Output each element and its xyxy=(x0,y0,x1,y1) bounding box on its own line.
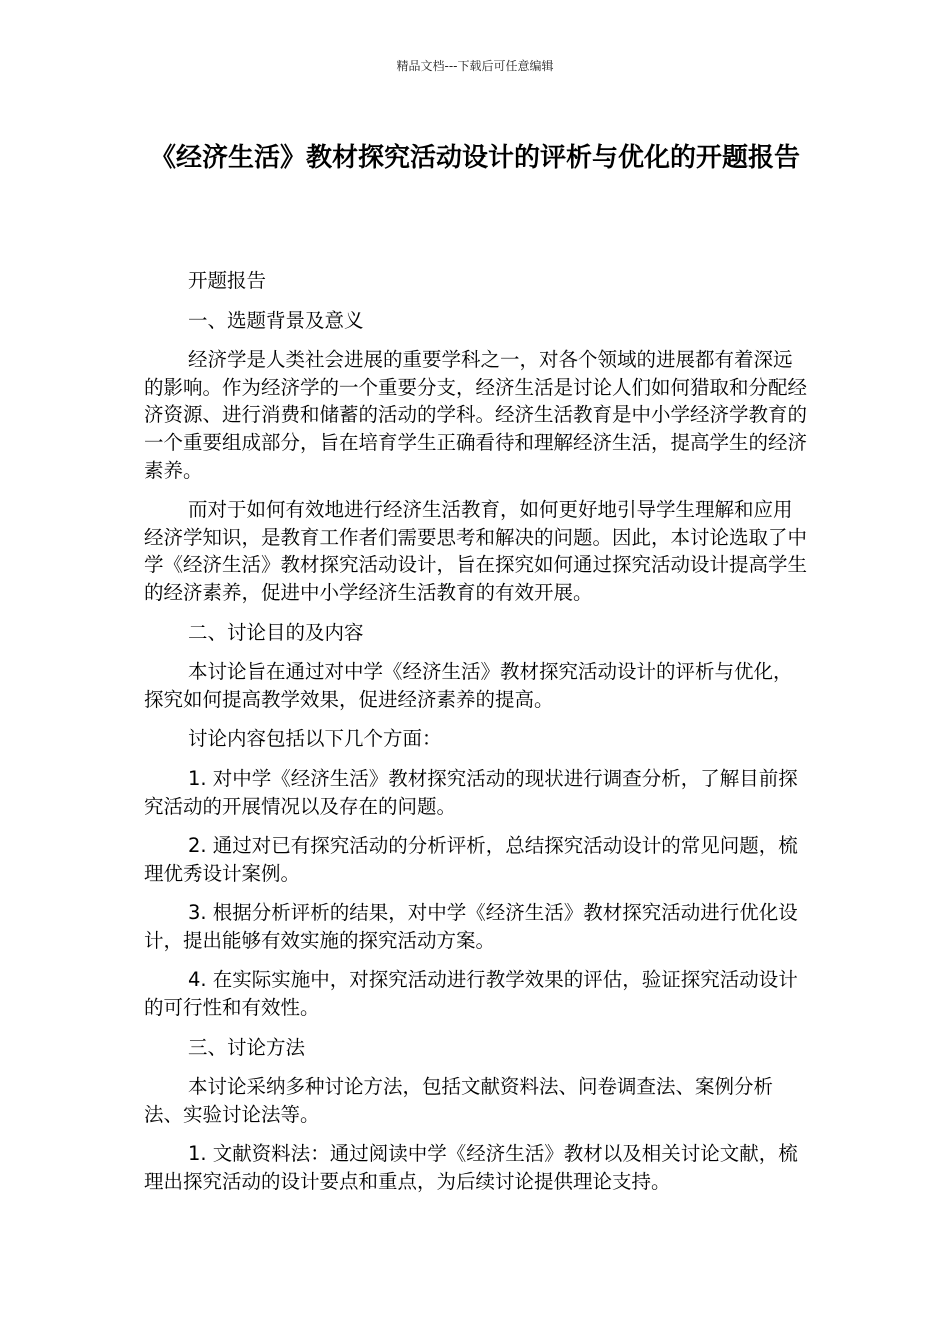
list-item-content-1: 1. 对中学《经济生活》教材探究活动的现状进行调查分析，了解目前探究活动的开展情况以及存在的问题。 xyxy=(144,766,798,818)
paragraph-methods: 本讨论采纳多种讨论方法，包括文献资料法、问卷调查法、案例分析法、实验讨论法等。 xyxy=(144,1075,774,1126)
paragraph-background-2: 而对于如何有效地进行经济生活教育，如何更好地引导学生理解和应用经济学知识，是教育工作者们需要思考和解决的问题。因此，本讨论选取了中学《经济生活》教材探究活动设计，旨在探究如何通过探究活动设计提高学生的经济素养，促进中小学经济生活教育的有效开展。 xyxy=(144,498,808,604)
paragraph-purpose: 本讨论旨在通过对中学《经济生活》教材探究活动设计的评析与优化，探究如何提高教学效果，促进经济素养的提高。 xyxy=(144,660,793,711)
document-body xyxy=(144,267,808,1208)
section-heading-background: 一、选题背景及意义 xyxy=(188,308,364,332)
document-title: 《经济生活》教材探究活动设计的评析与优化的开题报告 xyxy=(149,143,800,173)
list-item-content-4: 4. 在实际实施中，对探究活动进行教学效果的评估，验证探究活动设计的可行性和有效性。 xyxy=(144,968,798,1020)
list-item-method-1: 1. 文献资料法：通过阅读中学《经济生活》教材以及相关讨论文献，梳理出探究活动的设计要点和重点，为后续讨论提供理论支持。 xyxy=(144,1142,798,1194)
list-item-content-3: 3. 根据分析评析的结果，对中学《经济生活》教材探究活动进行优化设计，提出能够有效实施的探究活动方案。 xyxy=(144,901,798,952)
page-header-note: 精品文档---下载后可任意编辑 xyxy=(396,59,554,73)
paragraph-content-intro: 讨论内容包括以下几个方面： xyxy=(188,727,442,751)
list-item-content-2: 2. 通过对已有探究活动的分析评析，总结探究活动设计的常见问题，梳理优秀设计案例。 xyxy=(144,834,798,885)
section-heading-purpose: 二、讨论目的及内容 xyxy=(188,620,364,644)
section-heading-methods: 三、讨论方法 xyxy=(188,1035,306,1059)
heading-opening-report: 开题报告 xyxy=(188,269,267,292)
paragraph-background-1: 经济学是人类社会进展的重要学科之一，对各个领域的进展都有着深远的影响。作为经济学的一个重要分支，经济生活是讨论人们如何猎取和分配经济资源、进行消费和储蓄的活动的学科。经济生活教育是中小学经济学教育的一个重要组成部分，旨在培育学生正确看待和理解经济生活，提高学生的经济素养。 xyxy=(144,348,808,482)
